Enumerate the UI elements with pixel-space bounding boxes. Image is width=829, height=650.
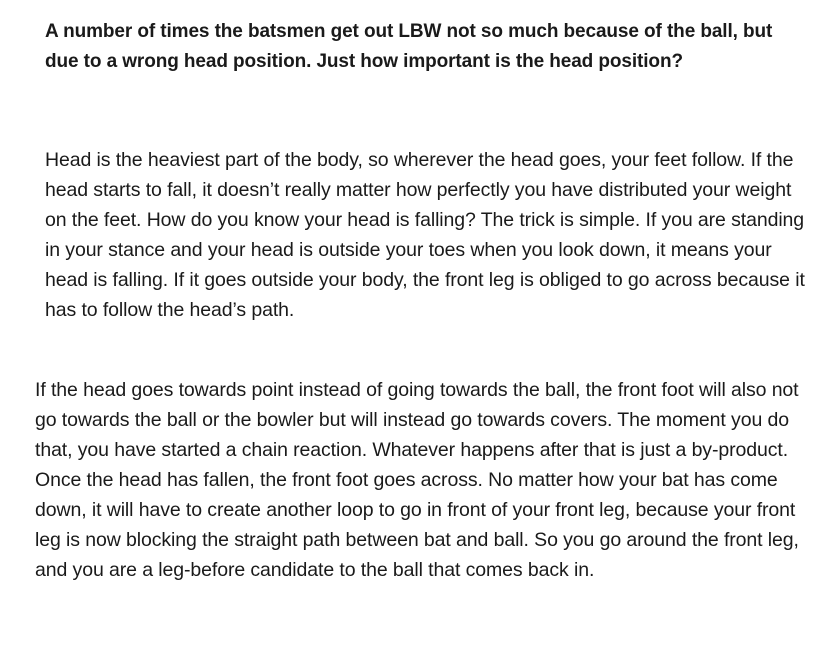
answer-paragraph-2: If the head goes towards point instead of going towards the ball, the front foot will also not go towards the ball or the bowler but will instead go towards covers. The moment you do that, you have started a chain reaction. Whatever happens after that is just a by-product. Once the head has fallen, the front foot goes across. No matter how your bat has come down, it will have to create another loop to go in front of your front leg, because your front leg is now blocking the straight path between bat and ball. So you go around the front leg, and you are a leg-before candidate to the ball that comes back in. (35, 379, 799, 581)
interview-question: A number of times the batsmen get out LBW not so much because of the ball, but due to a wrong head position. Just how important is the head position? (45, 21, 773, 72)
answer-paragraph-1: Head is the heaviest part of the body, so wherever the head goes, your feet follow. If the head starts to fall, it doesn’t really matter how perfectly you have distributed your weight on the feet. How do you know your head is falling? The trick is simple. If you are standing in your stance and your head is outside your toes when you look down, it means your head is falling. If it goes outside your body, the front leg is obliged to go across because it has to follow the head’s path. (45, 149, 805, 321)
